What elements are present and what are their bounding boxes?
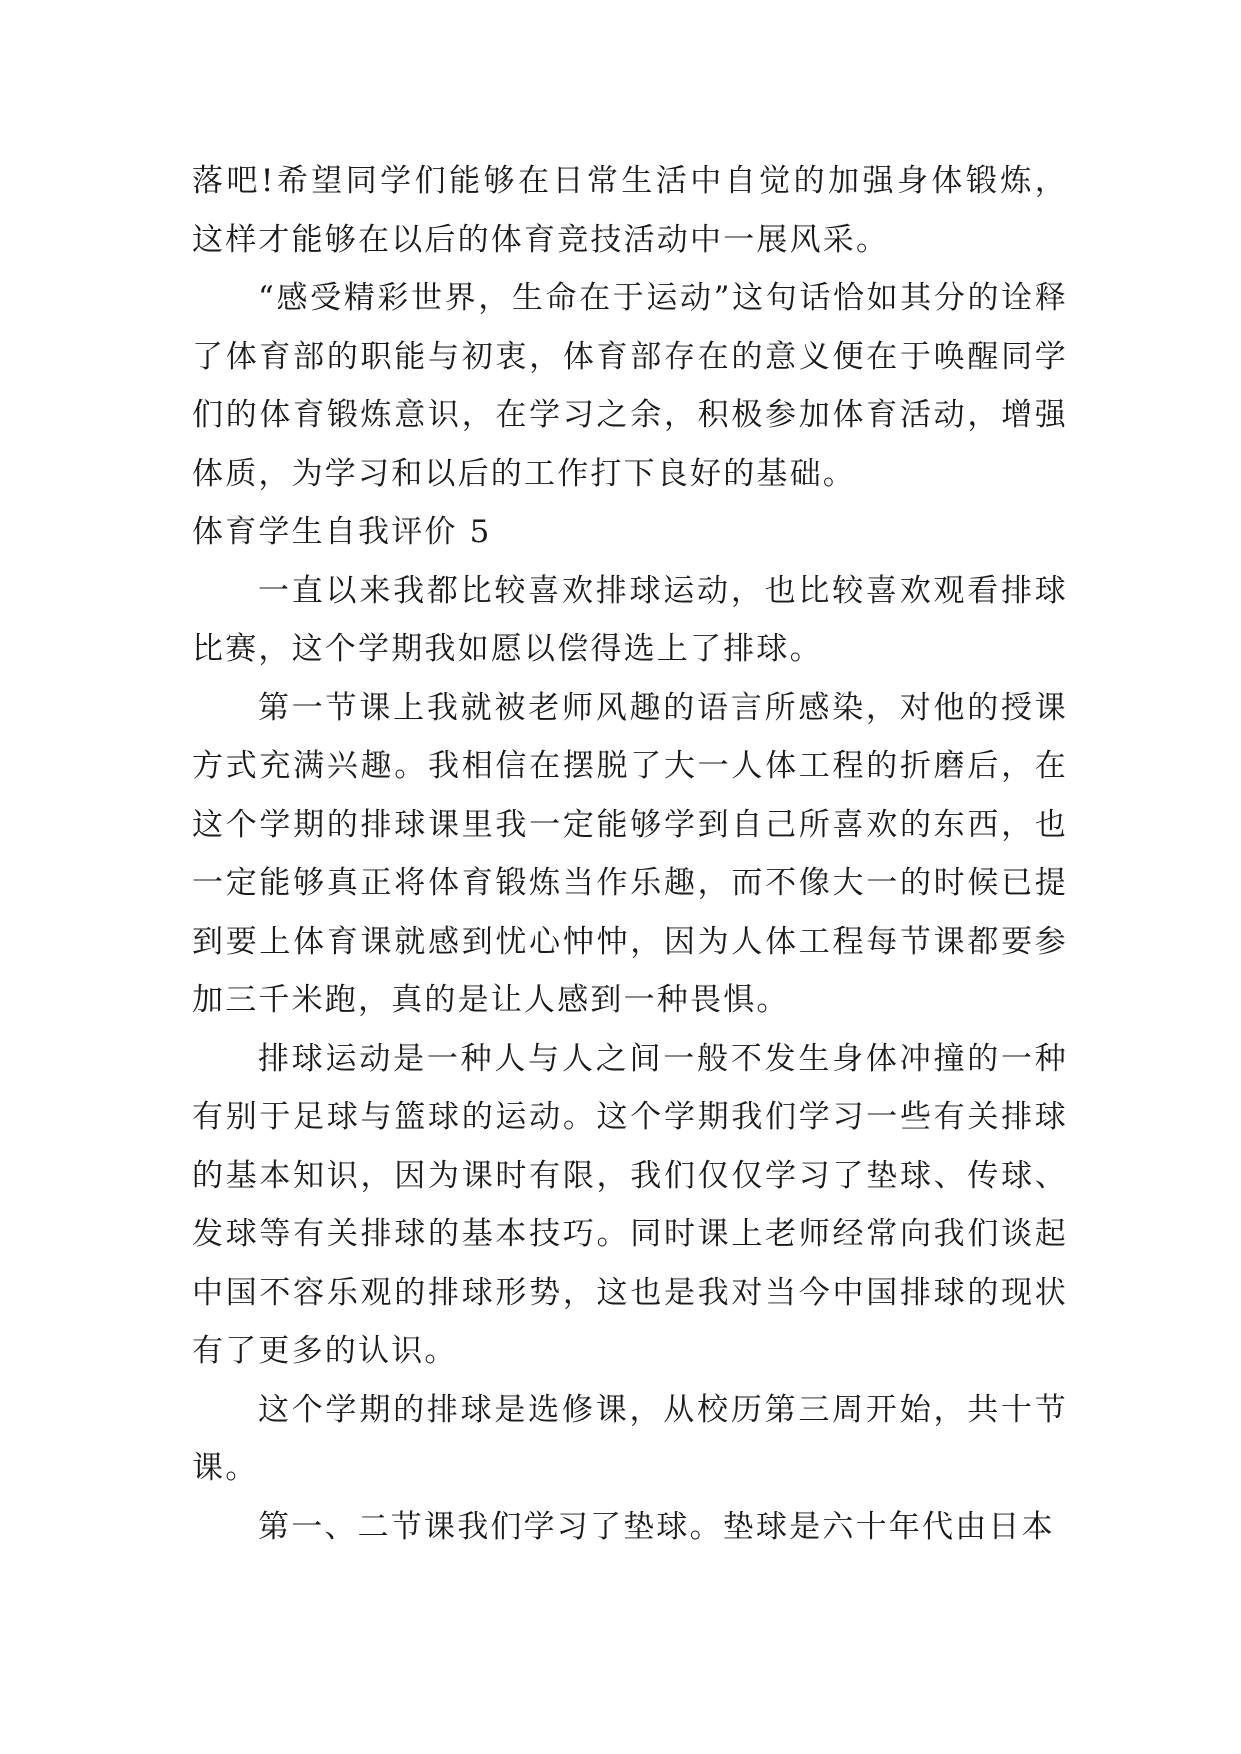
document-body [192,152,1068,1556]
paragraph: 一直以来我都比较喜欢排球运动，也比较喜欢观看排球比赛，这个学期我如愿以偿得选上了排球。 [192,572,1068,667]
paragraph: 第一、二节课我们学习了垫球。垫球是六十年代由日本 [258,1508,1055,1545]
paragraph: 落吧!希望同学们能够在日常生活中自觉的加强身体锻炼，这样才能够在以后的体育竞技活动中一展风采。 [192,163,1068,258]
paragraph: 排球运动是一种人与人之间一般不发生身体冲撞的一种有别于足球与篮球的运动。这个学期我们学习一些有关排球的基本知识，因为课时有限，我们仅仅学习了垫球、传球、发球等有关排球的基本技巧。同时课上老师经常向我们谈起中国不容乐观的排球形势，这也是我对当今中国排球的现状有了更多的认识。 [192,1040,1068,1369]
paragraph: 第一节课上我就被老师风趣的语言所感染，对他的授课方式充满兴趣。我相信在摆脱了大一人体工程的折磨后，在这个学期的排球课里我一定能够学到自己所喜欢的东西，也一定能够真正将体育锻炼当作乐趣，而不像大一的时候已提到要上体育课就感到忧心忡忡，因为人体工程每节课都要参加三千米跑，真的是让人感到一种畏惧。 [192,689,1068,1018]
paragraph: 这个学期的排球是选修课，从校历第三周开始，共十节课。 [192,1391,1068,1486]
paragraph: “感受精彩世界，生命在于运动”这句话恰如其分的诠释了体育部的职能与初衷，体育部存在的意义便在于唤醒同学们的体育锻炼意识，在学习之余，积极参加体育活动，增强体质，为学习和以后的工作打下良好的基础。 [192,280,1068,492]
section-heading: 体育学生自我评价 5 [192,514,492,550]
